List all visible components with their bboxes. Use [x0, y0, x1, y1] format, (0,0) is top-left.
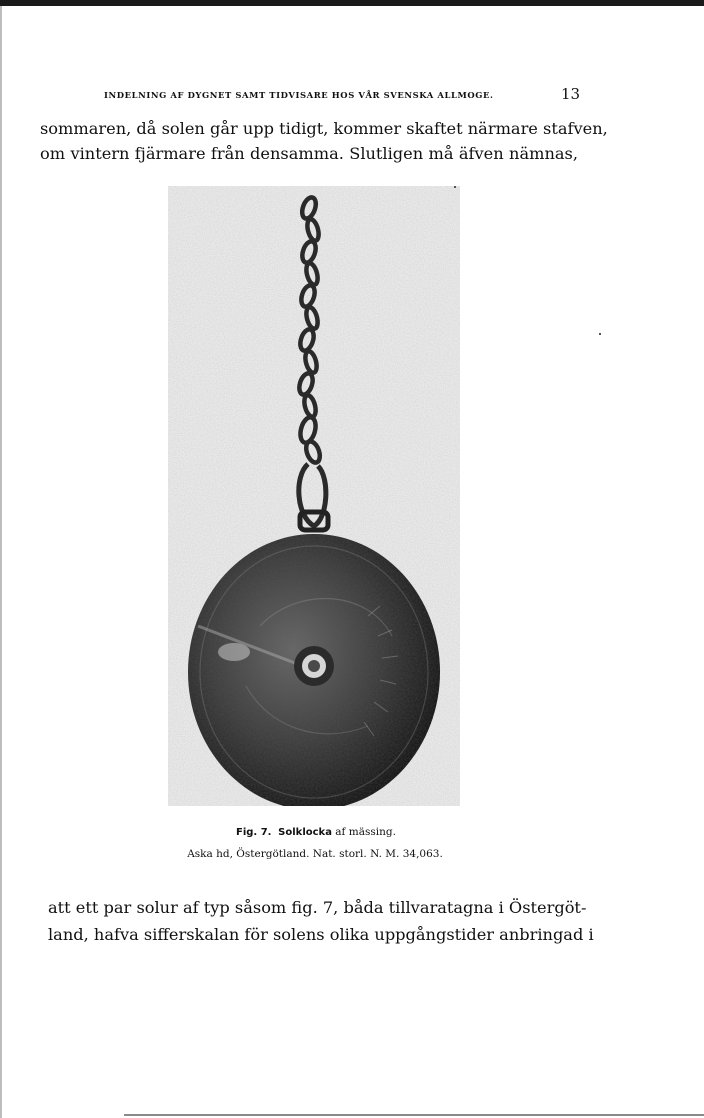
page-number: 13 [561, 85, 581, 103]
body-text-line: om vintern fjärmare från densamma. Slutligen må äfven nämnas, [40, 144, 578, 163]
scan-edge-top [0, 0, 704, 6]
figure-caption [208, 826, 424, 838]
figure-description: af mässing. [335, 826, 396, 838]
sundial-image [168, 186, 460, 806]
running-head: INDELNING AF DYGNET SAMT TIDVISARE HOS VÅR SVENSKA ALLMOGE. [104, 90, 494, 100]
body-text-line: sommaren, då solen går upp tidigt, kommer skaftet närmare stafven, [40, 119, 608, 138]
body-text-line: land, hafva sifferskalan för solens olika uppgångstider anbringad i [48, 925, 594, 944]
scan-edge-bottom [124, 1114, 704, 1116]
figure-label: Fig. 7. [236, 827, 272, 838]
body-text-line: att ett par solur af typ såsom fig. 7, båda tillvaratagna i Östergöt- [48, 898, 587, 917]
scan-speck [599, 333, 601, 335]
sundial-photograph [168, 186, 460, 806]
figure-source: Aska hd, Östergötland. Nat. storl. N. M. 34,063. [187, 848, 443, 860]
scan-edge-left [0, 6, 2, 1118]
figure-name: Solklocka [278, 827, 332, 838]
scan-speck [454, 186, 456, 188]
